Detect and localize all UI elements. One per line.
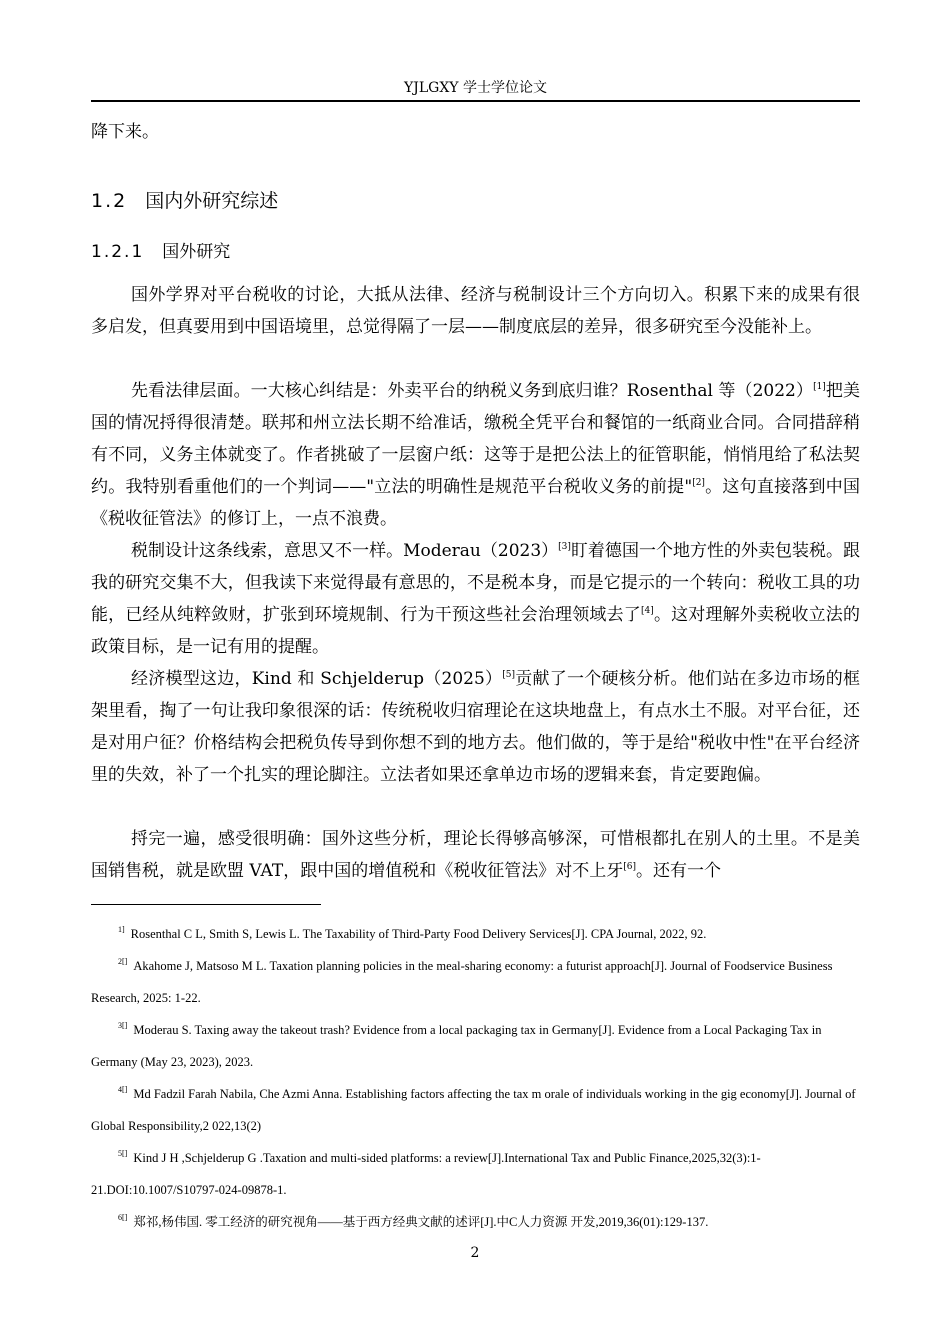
continued-text: 降下来。 bbox=[91, 122, 159, 142]
paragraph-4 bbox=[91, 663, 860, 791]
paragraph-5-text-b: 。还有一个 bbox=[635, 861, 721, 881]
footnote-5 bbox=[91, 1142, 860, 1206]
footnote-text: Akahome J, Matsoso M L. Taxation planning policies in the meal-sharing economy: a futurist approach[J]. Journal of Foodservice Business Research, 2025: 1-22. bbox=[91, 959, 833, 1005]
citation-1: [1] bbox=[813, 382, 826, 392]
paragraph-3-text-a: 税制设计这条线索，意思又不一样。Moderau（2023） bbox=[131, 541, 559, 561]
footnote-6 bbox=[91, 1206, 860, 1238]
subsection-number: 1.2.1 bbox=[91, 242, 145, 262]
paragraph-2-text-b: 把美国的情况捋得很清楚。联邦和州立法长期不给准话，缴税全凭平台和餐馆的一纸商业合同。合同措辞稍有不同，义务主体就变了。作者挑破了一层窗户纸：这等于是把公法上的征管职能，悄悄甩给了私法契约。我特别看重他们的一个判词——"立法的明确性是规范平台税收义务的前提" bbox=[91, 381, 861, 497]
paragraph-4-text-a: 经济模型这边，Kind 和 Schjelderup（2025） bbox=[131, 669, 503, 689]
footnote-1 bbox=[91, 918, 860, 950]
paragraph-3-text-b: 盯着德国一个地方性的外卖包装税。跟我的研究交集不大，但我读下来觉得最有意思的，不是税本身，而是它提示的一个转向：税收工具的功能，已经从纯粹敛财，扩张到环境规制、行为干预这些社会治理领域去了 bbox=[91, 541, 861, 625]
section-heading bbox=[91, 186, 278, 216]
footnote-text: Moderau S. Taxing away the takeout trash? Evidence from a local packaging tax in Germany[J]. Evidence from a Local Packaging Tax in Germany (May 23, 2023), 2023. bbox=[91, 1023, 822, 1069]
citation-6: [6] bbox=[623, 862, 636, 872]
section-title: 国内外研究综述 bbox=[145, 190, 279, 212]
footnote-mark: 4[] bbox=[118, 1085, 128, 1094]
citation-5: [5] bbox=[502, 670, 516, 680]
citation-2: [2] bbox=[692, 478, 705, 488]
footnote-separator bbox=[91, 904, 321, 905]
footnote-mark: 6[] bbox=[118, 1213, 128, 1222]
subsection-heading bbox=[91, 238, 230, 266]
footnote-2 bbox=[91, 950, 860, 1014]
paragraph-2-text-a: 先看法律层面。一大核心纠结是：外卖平台的纳税义务到底归谁？Rosenthal 等（2022） bbox=[131, 381, 814, 401]
paragraph-5-text-a: 捋完一遍，感受很明确：国外这些分析，理论长得够高够深，可惜根都扎在别人的土里。不是美国销售税，就是欧盟 VAT，跟中国的增值税和《税收征管法》对不上牙 bbox=[91, 829, 860, 881]
footnote-mark: 1] bbox=[118, 925, 125, 934]
paragraph-3-text-c: 。这对理解外卖税收立法的政策目标，是一记有用的提醒。 bbox=[91, 605, 860, 657]
paragraph-4-text-b: 贡献了一个硬核分析。他们站在多边市场的框架里看，掏了一句让我印象很深的话：传统税收归宿理论在这块地盘上，有点水土不服。对平台征，还是对用户征？价格结构会把税负传导到你想不到的地方去。他们做的，等于是给"税收中性"在平台经济里的失效，补了一个扎实的理论脚注。立法者如果还拿单边市场的逻辑来套，肯定要跑偏。 bbox=[91, 669, 861, 785]
paragraph-5 bbox=[91, 823, 860, 887]
footnote-mark: 5[] bbox=[118, 1149, 128, 1158]
running-header: YJLGXY 学士学位论文 bbox=[404, 80, 547, 96]
footnote-3 bbox=[91, 1014, 860, 1078]
section-number: 1.2 bbox=[91, 190, 128, 212]
footnote-mark: 2[] bbox=[118, 957, 128, 966]
subsection-title: 国外研究 bbox=[162, 242, 231, 262]
paragraph-1: 国外学界对平台税收的讨论，大抵从法律、经济与税制设计三个方向切入。积累下来的成果有很多启发，但真要用到中国语境里，总觉得隔了一层——制度底层的差异，很多研究至今没能补上。 bbox=[91, 285, 860, 337]
paragraph-3 bbox=[91, 535, 860, 663]
footnote-text: 郑祁,杨伟国. 零工经济的研究视角——基于西方经典文献的述评[J].中C人力资源 开发,2019,36(01):129-137. bbox=[133, 1215, 709, 1229]
paragraph-2 bbox=[91, 375, 860, 535]
page-number: 2 bbox=[470, 1245, 480, 1261]
citation-4: [4] bbox=[641, 606, 654, 616]
header-rule bbox=[91, 100, 860, 102]
footnote-4 bbox=[91, 1078, 860, 1142]
footnote-mark: 3[] bbox=[118, 1021, 128, 1030]
citation-3: [3] bbox=[558, 542, 571, 552]
footnote-text: Md Fadzil Farah Nabila, Che Azmi Anna. Establishing factors affecting the tax m orale of individuals working in the gig economy[J]. Journal of Global Responsibility,2 022,13(2) bbox=[91, 1087, 856, 1133]
paragraph-2-text-c: 。这句直接落到中国《税收征管法》的修订上，一点不浪费。 bbox=[91, 477, 860, 529]
footnote-text: Kind J H ,Schjelderup G .Taxation and multi-sided platforms: a review[J].International Tax and Public Finance,2025,32(3):1-21.DOI:10.1007/S10797-024-09878-1. bbox=[91, 1151, 761, 1197]
footnote-text: Rosenthal C L, Smith S, Lewis L. The Taxability of Third-Party Food Delivery Services[J]. CPA Journal, 2022, 92. bbox=[130, 927, 707, 941]
